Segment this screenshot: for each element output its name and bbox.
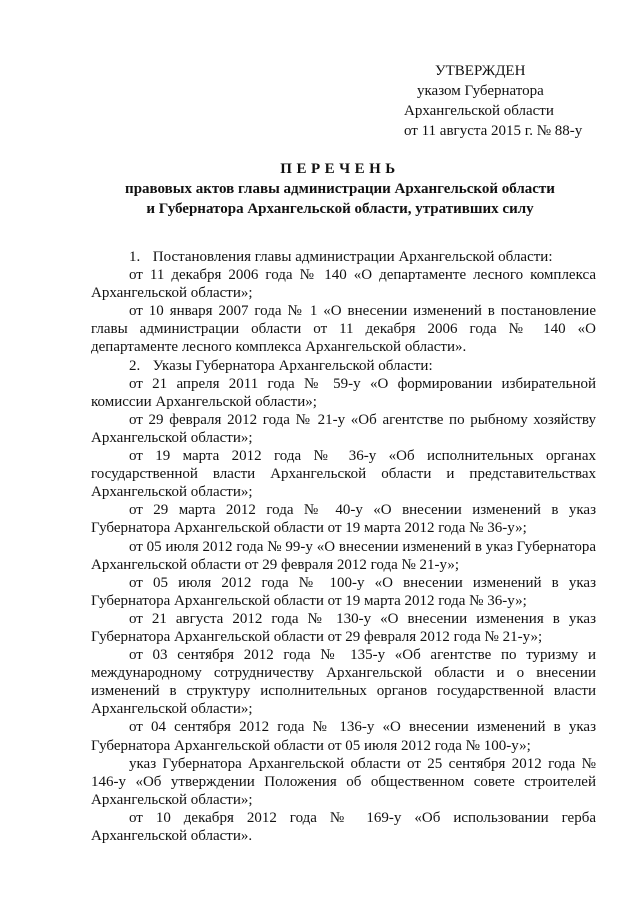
approval-decree-line: указом Губернатора [417, 83, 544, 99]
list-item: от 29 марта 2012 года № 40-у «О внесении изменений в указ Губернатора Архангельской области от 19 марта 2012 года № 36-у»; [91, 502, 596, 537]
list-item: от 11 декабря 2006 года № 140 «О департаменте лесного комплекса Архангельской области»; [91, 267, 596, 302]
list-item: от 29 февраля 2012 года № 21-у «Об агентстве по рыбному хозяйству Архангельской области»; [91, 411, 596, 446]
title-subtitle-line-1: правовых актов главы администрации Архангельской области [125, 181, 555, 197]
section-heading-1 [91, 248, 596, 266]
list-item: от 03 сентября 2012 года № 135-у «Об агентстве по туризму и международному сотрудничеству Архангельской области и о внесении изменений в структуру исполнительных органов государственной власти Архангельской области»; [91, 647, 596, 718]
section-number: 2. [129, 357, 141, 374]
section-number: 1. [129, 249, 141, 265]
section-title: Постановления главы администрации Архангельской области: [152, 249, 553, 265]
title-main: ПЕРЕЧЕНЬ [280, 161, 400, 177]
list-item: от 21 августа 2012 года № 130-у «О внесении изменения в указ Губернатора Архангельской области от 29 февраля 2012 года № 21-у»; [91, 610, 596, 645]
title-subtitle-line-2: и Губернатора Архангельской области, утративших силу [146, 201, 534, 217]
list-item: от 10 декабря 2012 года № 169-у «Об использовании герба Архангельской области». [91, 809, 596, 844]
list-item: от 05 июля 2012 года № 100-у «О внесении изменений в указ Губернатора Архангельской области от 19 марта 2012 года № 36-у»; [91, 574, 596, 609]
list-item: от 19 марта 2012 года № 36-у «Об исполнительных органах государственной власти Архангельской области и представительствах Архангельской области»; [91, 448, 596, 501]
list-item: от 21 апреля 2011 года № 59-у «О формировании избирательной комиссии Архангельской области»; [91, 375, 596, 410]
document-body [91, 248, 596, 845]
approval-stamp [404, 61, 614, 141]
list-item: указ Губернатора Архангельской области от 25 сентября 2012 года № 146-у «Об утверждении Положения об общественном совете строителей Архангельской области»; [91, 755, 596, 808]
document-title [80, 159, 600, 219]
list-item: от 05 июля 2012 года № 99-у «О внесении изменений в указ Губернатора Архангельской области от 29 февраля 2012 года № 21-у»; [91, 538, 596, 573]
approval-region-line: Архангельской области [404, 103, 554, 119]
section-title: Указы Губернатора Архангельской области: [152, 357, 433, 374]
approval-date-line: от 11 августа 2015 г. № 88-у [404, 123, 583, 139]
section-heading-2 [91, 357, 596, 375]
approval-heading: УТВЕРЖДЕН [435, 63, 526, 79]
list-item: от 10 января 2007 года № 1 «О внесении изменений в постановление главы администрации области от 11 декабря 2006 года № 140 «О департаменте лесного комплекса Архангельской области». [91, 303, 596, 356]
list-item: от 04 сентября 2012 года № 136-у «О внесении изменений в указ Губернатора Архангельской области от 05 июля 2012 года № 100-у»; [91, 719, 596, 754]
